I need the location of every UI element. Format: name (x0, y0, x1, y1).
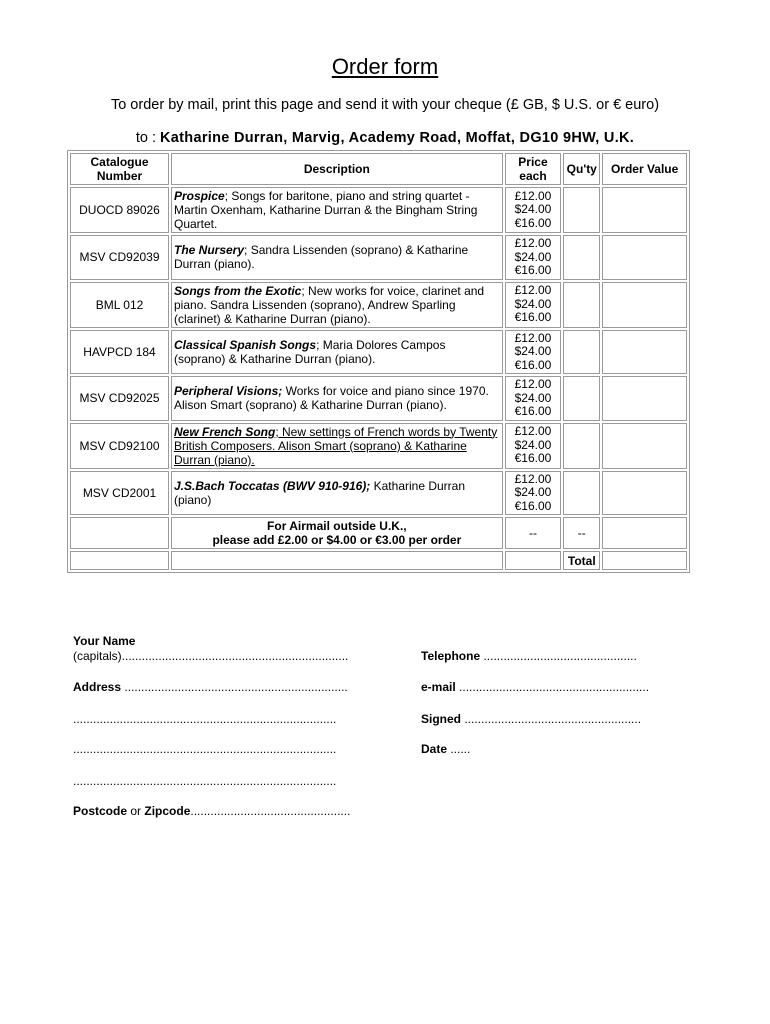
table-row (70, 235, 687, 280)
price-each (505, 376, 562, 421)
price-value: $24.00 (514, 249, 552, 264)
price-each (505, 235, 562, 280)
album-details: ; Songs for baritone, piano and string quartet - Martin Oxenham, Katharine Durran & the Bingham String Quartet. (174, 189, 478, 231)
price-value: €16.00 (514, 215, 552, 230)
description-text (174, 284, 484, 326)
signed-label: Signed (421, 712, 462, 726)
table-row (70, 376, 687, 421)
price-each (505, 423, 562, 469)
price-value: £12.00 (514, 283, 552, 298)
price-value: €16.00 (514, 498, 552, 513)
description-text (174, 384, 489, 412)
album-details: ; New works for voice, clarinet and piano. Sandra Lissenden (soprano), Andrew Sparling (clarinet) & Katharine Durran (piano). (174, 283, 485, 326)
price-value: $24.00 (514, 390, 552, 405)
airmail-order-value[interactable] (602, 517, 687, 549)
signed-field[interactable] (421, 712, 641, 726)
quantity-cell[interactable] (563, 282, 600, 328)
header-order-value: Order Value (602, 153, 687, 185)
description (171, 235, 503, 280)
price-value: €16.00 (514, 404, 552, 418)
address-dots: ................................................................... (121, 680, 348, 694)
your-name-label: Your Name (73, 634, 136, 648)
album-details: ; Maria Dolores Campos (soprano) & Katharine Durran (piano). (174, 337, 446, 366)
address-prefix: to : (135, 130, 161, 146)
description-text (174, 425, 497, 467)
price-value: $24.00 (514, 485, 552, 499)
catalogue-number: MSV CD92039 (70, 235, 169, 280)
price-value: €16.00 (514, 451, 552, 466)
quantity-cell[interactable] (563, 235, 600, 280)
price-value: $24.00 (514, 202, 552, 217)
album-title: Songs from the Exotic (174, 283, 302, 298)
address-line-2[interactable]: ............................................................................... (73, 712, 337, 726)
album-title: Prospice (174, 189, 225, 203)
order-table (67, 150, 690, 573)
album-details: ; Sandra Lissenden (soprano) & Katharine Durran (piano). (174, 243, 469, 272)
total-label: Total (563, 551, 600, 570)
quantity-cell[interactable] (563, 187, 600, 233)
catalogue-number: MSV CD92100 (70, 423, 169, 469)
airmail-note (171, 517, 503, 549)
total-empty-2 (171, 551, 503, 570)
order-value-cell[interactable] (602, 423, 687, 469)
postcode-field[interactable] (73, 804, 350, 818)
page-title: Order form (331, 54, 439, 79)
price-each (505, 187, 562, 233)
address-value: Katharine Durran, Marvig, Academy Road, Moffat, DG10 9HW, U.K. (160, 130, 635, 146)
price-value: £12.00 (514, 471, 552, 486)
address-label: Address (73, 680, 122, 694)
airmail-qty[interactable]: -- (563, 517, 600, 549)
address-line-3[interactable]: ............................................................................... (73, 742, 337, 756)
description (171, 187, 503, 233)
order-value-cell[interactable] (602, 187, 687, 233)
catalogue-number: DUOCD 89026 (70, 187, 169, 233)
header-catalogue: Catalogue Number (70, 153, 169, 185)
header-qty: Qu'ty (563, 153, 600, 185)
signed-dots: ..................................................... (461, 712, 642, 726)
header-price: Price each (505, 153, 562, 185)
price-each (505, 471, 562, 516)
description (171, 282, 503, 328)
catalogue-number: HAVPCD 184 (70, 330, 169, 375)
order-value-cell[interactable] (602, 235, 687, 280)
price-each (505, 282, 562, 328)
album-details: Katharine Durran (piano) (174, 478, 466, 507)
telephone-field[interactable] (421, 649, 637, 663)
description-text (174, 479, 465, 507)
airmail-price: -- (505, 517, 562, 549)
date-dots: ...... (447, 742, 471, 756)
description-text (174, 243, 468, 271)
price-value: £12.00 (514, 424, 552, 439)
table-header-row (70, 153, 687, 185)
telephone-dots: .............................................. (480, 649, 637, 663)
table-row (70, 187, 687, 233)
price-value: £12.00 (514, 188, 552, 203)
table-row (70, 282, 687, 328)
price-value: $24.00 (514, 344, 552, 358)
telephone-label: Telephone (421, 649, 481, 663)
description (171, 376, 503, 421)
quantity-cell[interactable] (563, 376, 600, 421)
quantity-cell[interactable] (563, 471, 600, 516)
postcode-dots: ................................................ (190, 804, 351, 818)
or-text: or (127, 804, 145, 818)
catalogue-number: MSV CD2001 (70, 471, 169, 516)
description (171, 423, 503, 469)
price-value: £12.00 (514, 377, 552, 391)
mailing-address (0, 130, 770, 146)
date-label: Date (421, 742, 448, 756)
catalogue-number: BML 012 (70, 282, 169, 328)
album-details: Works for voice and piano since 1970. Alison Smart (soprano) & Katharine Durran (piano). (174, 384, 489, 413)
quantity-cell[interactable] (563, 423, 600, 469)
table-row (70, 330, 687, 375)
album-title: J.S.Bach Toccatas (BWV 910-916); (174, 478, 371, 493)
order-value-cell[interactable] (602, 376, 687, 421)
total-empty-1 (70, 551, 169, 570)
album-title: The Nursery (174, 243, 245, 258)
price-value: €16.00 (514, 263, 552, 277)
album-title: Classical Spanish Songs (174, 337, 317, 352)
airmail-line-2: please add £2.00 or $4.00 or €3.00 per order (212, 533, 462, 547)
price-value: €16.00 (514, 357, 552, 372)
price-value: $24.00 (514, 296, 552, 311)
table-row (70, 471, 687, 516)
order-value-cell[interactable] (602, 330, 687, 375)
total-empty-3 (505, 551, 562, 570)
order-value-cell[interactable] (602, 471, 687, 516)
description (171, 471, 503, 516)
catalogue-number: MSV CD92025 (70, 376, 169, 421)
zipcode-label: Zipcode (144, 804, 191, 818)
email-label: e-mail (421, 680, 456, 694)
price-value: €16.00 (514, 310, 552, 325)
price-value: $24.00 (514, 437, 552, 452)
total-value[interactable] (602, 551, 687, 570)
date-field[interactable] (421, 742, 470, 756)
album-title: Peripheral Visions; (174, 384, 283, 399)
address-line-4[interactable]: ............................................................................... (73, 774, 337, 788)
description (171, 330, 503, 375)
total-row (70, 551, 687, 570)
description-text (174, 338, 445, 366)
table-row (70, 423, 687, 469)
order-value-cell[interactable] (602, 282, 687, 328)
airmail-row (70, 517, 687, 549)
album-details: ; New settings of French words by Twenty British Composers. Alison Smart (soprano) & Katharine Durran (piano). (174, 424, 498, 467)
email-field[interactable] (421, 680, 649, 694)
intro-text: To order by mail, print this page and send it with your cheque (£ GB, $ U.S. or € euro) (110, 97, 660, 113)
price-value: £12.00 (514, 330, 552, 345)
name-field[interactable]: (capitals).................................................................... (73, 649, 349, 663)
description-text (174, 189, 477, 231)
email-dots: ......................................................... (455, 680, 650, 694)
postcode-label: Postcode (73, 804, 128, 818)
price-each (505, 330, 562, 375)
airmail-catalogue-cell (70, 517, 169, 549)
album-title: New French Song (174, 424, 276, 439)
order-rows (70, 187, 687, 515)
address-field[interactable] (73, 680, 348, 694)
quantity-cell[interactable] (563, 330, 600, 375)
airmail-line-1: For Airmail outside U.K., (267, 519, 407, 533)
price-value: £12.00 (514, 236, 552, 250)
header-description: Description (171, 153, 503, 185)
